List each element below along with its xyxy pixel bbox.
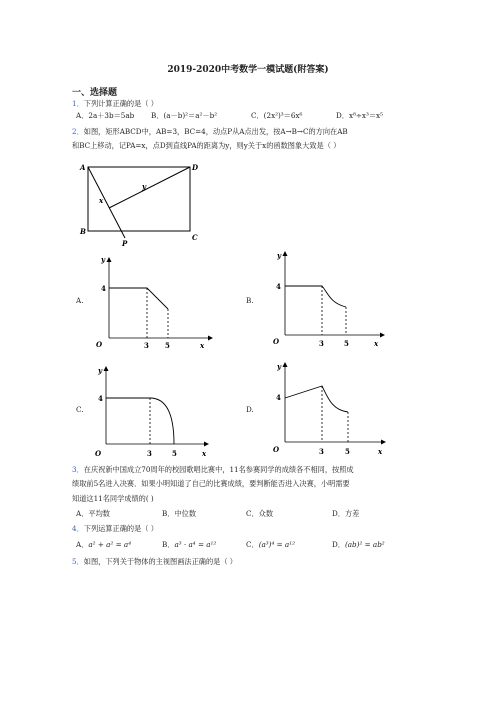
q1-option-b: B．(a－b)²＝a²－b²	[151, 111, 218, 120]
question-1	[72, 99, 158, 109]
question-4-number: 4．	[72, 524, 84, 533]
document-title: 2019-2020中考数学一模试题(附答案)	[167, 65, 329, 75]
graph-d-curve	[285, 386, 348, 412]
choice-d-label: D.	[246, 405, 254, 414]
svg-text:3: 3	[144, 341, 149, 350]
question-3-options	[76, 509, 476, 519]
svg-text:4: 4	[98, 394, 103, 403]
svg-text:O: O	[95, 449, 102, 458]
svg-text:5: 5	[345, 447, 350, 456]
question-3-line2: 绩取前5名进入决赛．如果小明知道了自己的比赛成绩，要判断能否进入决赛，小明需要	[72, 479, 350, 488]
q1-option-a: A．2a＋3b＝5ab	[76, 111, 135, 120]
choice-b-label: B.	[246, 296, 254, 305]
q3-option-d: D．方差	[332, 509, 360, 518]
svg-text:5: 5	[172, 449, 177, 458]
q4-option-c: C．(a³)⁴ = a¹²	[246, 540, 295, 549]
question-5	[72, 557, 237, 567]
choice-c-label: C.	[76, 405, 84, 414]
rectangle-abcd	[88, 167, 190, 231]
question-3-line1: 在庆祝新中国成立70周年的校园歌唱比赛中，11名参赛同学的成绩各不相同，按照成	[83, 465, 354, 474]
q3-option-c: C．众数	[246, 509, 274, 518]
label-a: A	[80, 163, 86, 172]
label-x: x	[99, 196, 104, 205]
svg-text:3: 3	[319, 447, 324, 456]
svg-text:x: x	[378, 447, 383, 456]
question-2-number: 2．	[72, 127, 84, 136]
label-y: y	[142, 182, 147, 191]
graph-b	[268, 248, 393, 348]
q3-option-a: A．平均数	[76, 509, 110, 518]
segment-dy	[109, 167, 190, 208]
question-1-options	[76, 111, 476, 121]
svg-text:3: 3	[319, 339, 324, 348]
label-p: P	[122, 239, 128, 248]
question-1-stem: 下列计算正确的是（ ）	[83, 99, 158, 108]
q4-option-b: B．a³ · a⁴ = a¹²	[162, 540, 217, 549]
svg-text:y: y	[98, 366, 103, 375]
svg-text:4: 4	[276, 393, 281, 402]
svg-text:O: O	[273, 337, 280, 346]
graph-a-curve	[109, 288, 168, 309]
svg-text:4: 4	[101, 284, 106, 293]
question-3-line3: 知道这11名同学成绩的( )	[72, 494, 154, 503]
svg-text:y: y	[101, 255, 106, 264]
svg-text:y: y	[277, 362, 282, 371]
question-3	[72, 465, 354, 475]
svg-text:x: x	[374, 339, 379, 348]
choice-a-label: A.	[76, 296, 84, 305]
graph-d	[268, 358, 393, 458]
label-c: C	[192, 233, 198, 242]
question-1-number: 1．	[72, 99, 84, 108]
question-5-stem: 如图，下列关于物体的主视图画法正确的是（ ）	[83, 557, 237, 566]
rectangle-figure	[78, 160, 208, 250]
question-3-number: 3．	[72, 465, 84, 474]
svg-text:4: 4	[276, 282, 281, 291]
graph-c	[90, 360, 215, 460]
svg-text:O: O	[273, 445, 280, 454]
q1-option-d: D．x⁸÷x³＝x⁵	[336, 111, 383, 120]
svg-text:x: x	[202, 449, 207, 458]
question-4-stem: 下列运算正确的是（ ）	[83, 524, 158, 533]
question-4-options	[76, 540, 476, 552]
graph-c-curve	[106, 398, 174, 444]
question-2-line2: 和BC上移动，记PA=x，点D到直线PA的距离为y，则y关于x的函数图象大致是（ ）	[72, 141, 341, 150]
q1-option-c: C．(2x²)³＝6x⁶	[251, 111, 303, 120]
question-5-number: 5．	[72, 557, 84, 566]
svg-text:3: 3	[147, 449, 152, 458]
q4-option-d: D．(ab)² = ab²	[332, 540, 385, 549]
svg-text:y: y	[277, 251, 282, 260]
question-4	[72, 524, 158, 534]
section-heading: 一、选择题	[72, 88, 118, 98]
question-2-stem-line1: 如图，矩形ABCD中，AB=3，BC=4，动点P从A点出发，按A→B→C的方向在AB	[83, 127, 348, 136]
svg-text:5: 5	[344, 339, 349, 348]
label-d: D	[192, 163, 199, 172]
svg-text:x: x	[200, 341, 205, 350]
question-2	[72, 127, 348, 137]
q4-option-a: A．a² + a² = a⁴	[76, 540, 132, 549]
label-b: B	[80, 227, 86, 236]
svg-text:5: 5	[165, 341, 170, 350]
graph-a	[90, 252, 215, 350]
svg-text:O: O	[96, 340, 103, 349]
graph-b-curve	[285, 286, 346, 307]
q3-option-b: B．中位数	[162, 509, 197, 518]
